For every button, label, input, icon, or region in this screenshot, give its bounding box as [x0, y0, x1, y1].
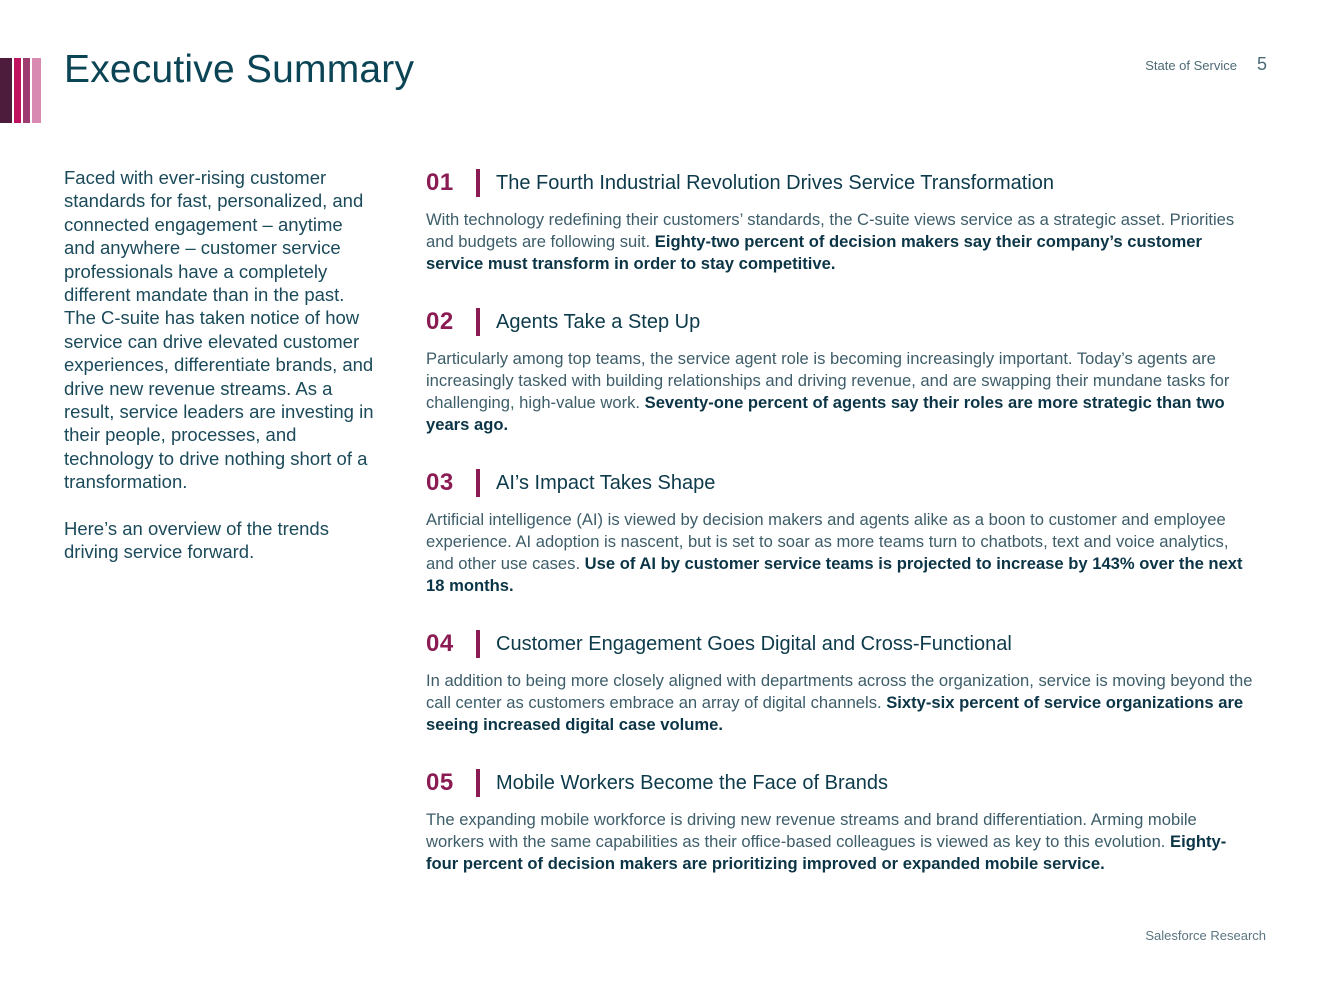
finding-title: AI’s Impact Takes Shape	[496, 471, 716, 494]
finding-divider	[476, 308, 480, 336]
finding-item	[426, 766, 1256, 875]
finding-title: The Fourth Industrial Revolution Drives Service Transformation	[496, 171, 1055, 194]
finding-text: In addition to being more closely aligned with departments across the organization, service is moving beyond the call center as customers embrace an array of digital channels.	[426, 671, 1253, 712]
intro-paragraph: Faced with ever-rising customer standards for fast, personalized, and connected engagement – anytime and anywhere – customer service professionals have a completely different mandate than in the past. The C-suite has taken notice of how service can drive elevated customer experiences, differentiate brands, and drive new revenue streams. As a result, service leaders are investing in their people, processes, and technology to drive nothing short of a transformation.	[64, 167, 374, 493]
finding-divider	[476, 469, 480, 497]
finding-body	[426, 809, 1256, 875]
finding-header	[426, 305, 1256, 339]
finding-item	[426, 627, 1256, 736]
running-title: State of Service	[1145, 58, 1237, 73]
finding-body	[426, 509, 1256, 597]
finding-stat: Seventy-one percent of agents say their roles are more strategic than two years ago.	[426, 393, 1225, 434]
finding-text: With technology redefining their customers’ standards, the C-suite views service as a strategic asset. Priorities and budgets are following suit.	[426, 210, 1235, 251]
finding-number: 05	[426, 769, 454, 796]
finding-stat: Sixty-six percent of service organizations are seeing increased digital case volume.	[426, 693, 1244, 734]
finding-text: Artificial intelligence (AI) is viewed by decision makers and agents alike as a boon to customer and employee experience. AI adoption is nascent, but is set to soar as more teams turn to chatbots, text and voice analytics, and other use cases.	[426, 510, 1229, 573]
finding-stat: Eighty-four percent of decision makers are prioritizing improved or expanded mobile service.	[426, 832, 1227, 873]
finding-item	[426, 466, 1256, 597]
intro-paragraph: Here’s an overview of the trends driving service forward.	[64, 517, 329, 563]
intro-text	[64, 166, 376, 587]
stripe	[14, 58, 21, 123]
findings-list	[426, 166, 1256, 905]
finding-header	[426, 627, 1256, 661]
page-title: Executive Summary	[64, 48, 415, 91]
stripe	[32, 58, 41, 123]
finding-body	[426, 348, 1256, 436]
finding-number: 02	[426, 308, 454, 335]
running-head	[1145, 54, 1267, 75]
finding-title: Mobile Workers Become the Face of Brands	[496, 771, 889, 794]
finding-title: Agents Take a Step Up	[496, 310, 701, 333]
finding-header	[426, 166, 1256, 200]
page-number: 5	[1256, 54, 1267, 74]
finding-body	[426, 209, 1256, 275]
finding-header	[426, 766, 1256, 800]
finding-item	[426, 305, 1256, 436]
finding-number: 04	[426, 630, 454, 657]
finding-header	[426, 466, 1256, 500]
finding-number: 01	[426, 169, 454, 196]
stripe	[0, 58, 12, 123]
finding-number: 03	[426, 469, 454, 496]
brand-color-stripes	[0, 58, 41, 123]
stripe	[23, 58, 30, 123]
footer-source: Salesforce Research	[1145, 928, 1266, 943]
finding-text: Particularly among top teams, the service agent role is becoming increasingly important. Today’s agents are increasingly tasked with building relationships and driving revenue, and are swapping their mundane tasks for challenging, high-value work.	[426, 349, 1230, 412]
finding-body	[426, 670, 1256, 736]
finding-text: The expanding mobile workforce is driving new revenue streams and brand differentiation. Arming mobile workers with the same capabilities as their office-based colleagues is viewed as key to this evolution.	[426, 810, 1197, 851]
finding-stat: Use of AI by customer service teams is projected to increase by 143% over the next 18 months.	[426, 554, 1243, 595]
finding-divider	[476, 630, 480, 658]
finding-divider	[476, 769, 480, 797]
finding-item	[426, 166, 1256, 275]
finding-divider	[476, 169, 480, 197]
finding-title: Customer Engagement Goes Digital and Cross-Functional	[496, 632, 1012, 655]
finding-stat: Eighty-two percent of decision makers say their company’s customer service must transform in order to stay competitive.	[426, 232, 1202, 273]
